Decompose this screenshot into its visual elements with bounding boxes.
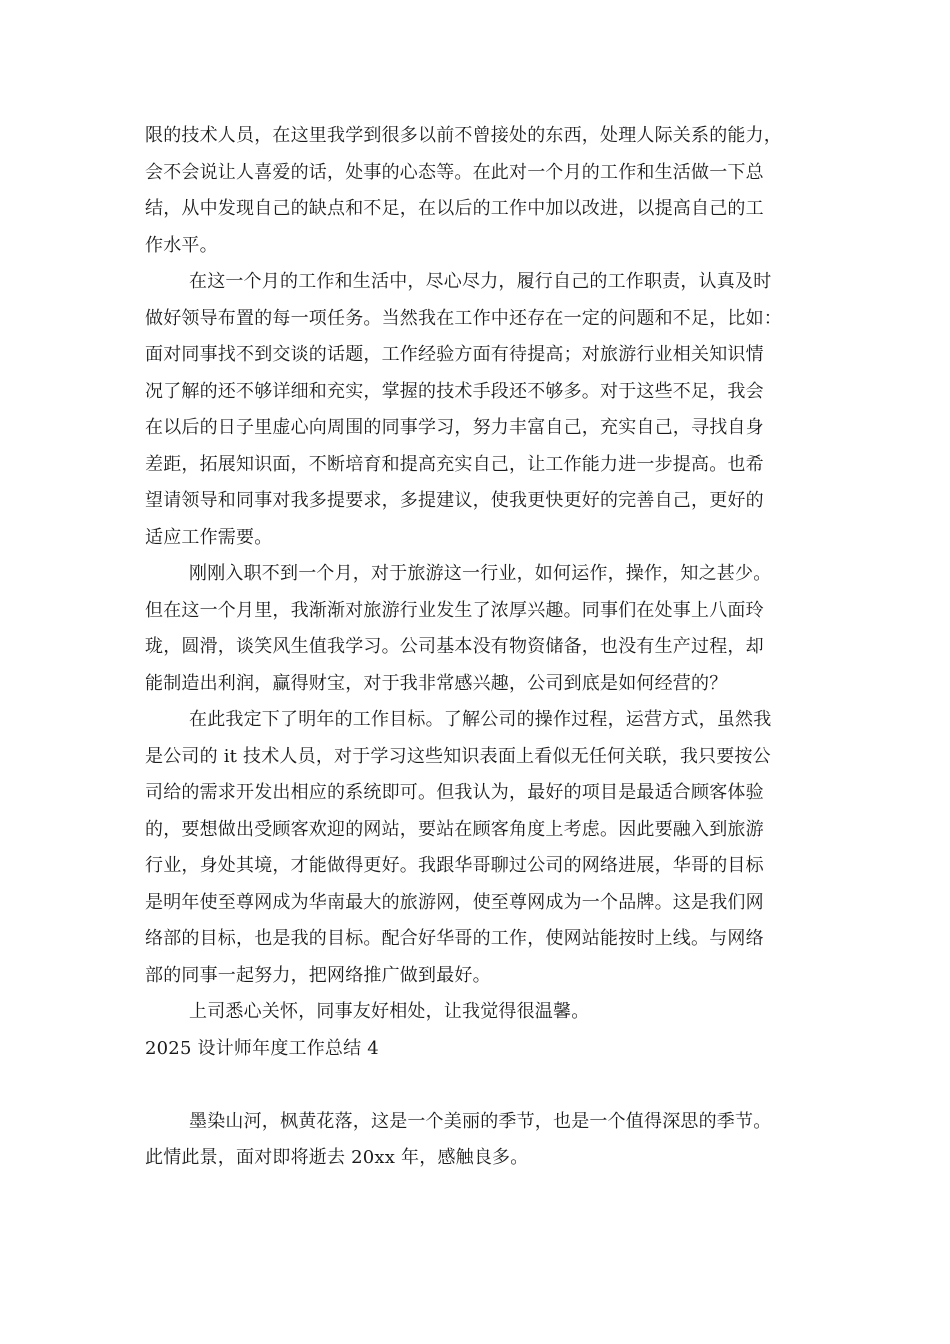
paragraph (145, 556, 805, 702)
text-line: 刚刚入职不到一个月，对于旅游这一行业，如何运作，操作，知之甚少。 (189, 563, 772, 584)
paragraph (145, 264, 805, 556)
text-line: 上司悉心关怀，同事友好相处，让我觉得很温馨。 (189, 1001, 590, 1022)
text-line: 络部的目标，也是我的目标。配合好华哥的工作，使网站能按时上线。与网络 (145, 928, 764, 949)
text-line: 但在这一个月里，我渐渐对旅游行业发生了浓厚兴趣。同事们在处事上八面玲 (145, 599, 764, 621)
section-heading: 2025 设计师年度工作总结 4 (145, 1037, 379, 1059)
text-line: 部的同事一起努力，把网络推广做到最好。 (145, 964, 491, 986)
text-line: 能制造出利润，赢得财宝，对于我非常感兴趣，公司到底是如何经营的？ (145, 672, 728, 694)
text-line: 望请领导和同事对我多提要求，多提建议，使我更快更好的完善自己，更好的 (145, 490, 764, 511)
text-line: 结，从中发现自己的缺点和不足，在以后的工作中加以改进，以提高自己的工 (145, 198, 764, 219)
text-line: 的，要想做出受顾客欢迎的网站，要站在顾客角度上考虑。因此要融入到旅游 (145, 818, 764, 840)
text-line: 况了解的还不够详细和充实，掌握的技术手段还不够多。对于这些不足，我会 (145, 380, 764, 402)
text-line: 限的技术人员，在这里我学到很多以前不曾接处的东西，处理人际关系的能力， (145, 125, 782, 146)
paragraph (145, 118, 805, 264)
text-line: 在以后的日子里虚心向周围的同事学习，努力丰富自己，充实自己，寻找自身 (145, 417, 764, 438)
text-line: 面对同事找不到交谈的话题，工作经验方面有待提高；对旅游行业相关知识情 (145, 344, 764, 365)
text-line: 做好领导布置的每一项任务。当然我在工作中还存在一定的问题和不足，比如： (145, 307, 782, 329)
text-line: 墨染山河，枫黄花落，这是一个美丽的季节，也是一个值得深思的季节。 (189, 1110, 772, 1132)
paragraph (145, 1104, 805, 1177)
text-line: 行业，身处其境，才能做得更好。我跟华哥聊过公司的网络进展，华哥的目标 (145, 855, 764, 876)
text-line: 珑，圆滑，谈笑风生值我学习。公司基本没有物资储备，也没有生产过程，却 (145, 636, 764, 657)
text-line: 是公司的 it 技术人员，对于学习这些知识表面上看似无任何关联，我只要按公 (145, 745, 771, 767)
text-line: 此情此景，面对即将逝去 20xx 年，感触良多。 (145, 1147, 529, 1168)
text-line: 适应工作需要。 (145, 526, 273, 548)
paragraph (145, 702, 805, 994)
text-line: 司给的需求开发出相应的系统即可。但我认为，最好的项目是最适合顾客体验 (145, 782, 764, 803)
text-line: 是明年使至尊网成为华南最大的旅游网，使至尊网成为一个品牌。这是我们网 (145, 891, 764, 913)
text-line: 在这一个月的工作和生活中，尽心尽力，履行自己的工作职责，认真及时 (189, 271, 772, 292)
text-line: 会不会说让人喜爱的话，处事的心态等。在此对一个月的工作和生活做一下总 (145, 161, 764, 183)
blank-line (145, 1067, 805, 1104)
text-line: 在此我定下了明年的工作目标。了解公司的操作过程，运营方式，虽然我 (189, 709, 772, 730)
document-page (145, 118, 805, 1177)
text-line: 差距，拓展知识面，不断培育和提高充实自己，让工作能力进一步提高。也希 (145, 453, 764, 475)
text-line: 作水平。 (145, 234, 218, 256)
paragraph (145, 994, 805, 1031)
